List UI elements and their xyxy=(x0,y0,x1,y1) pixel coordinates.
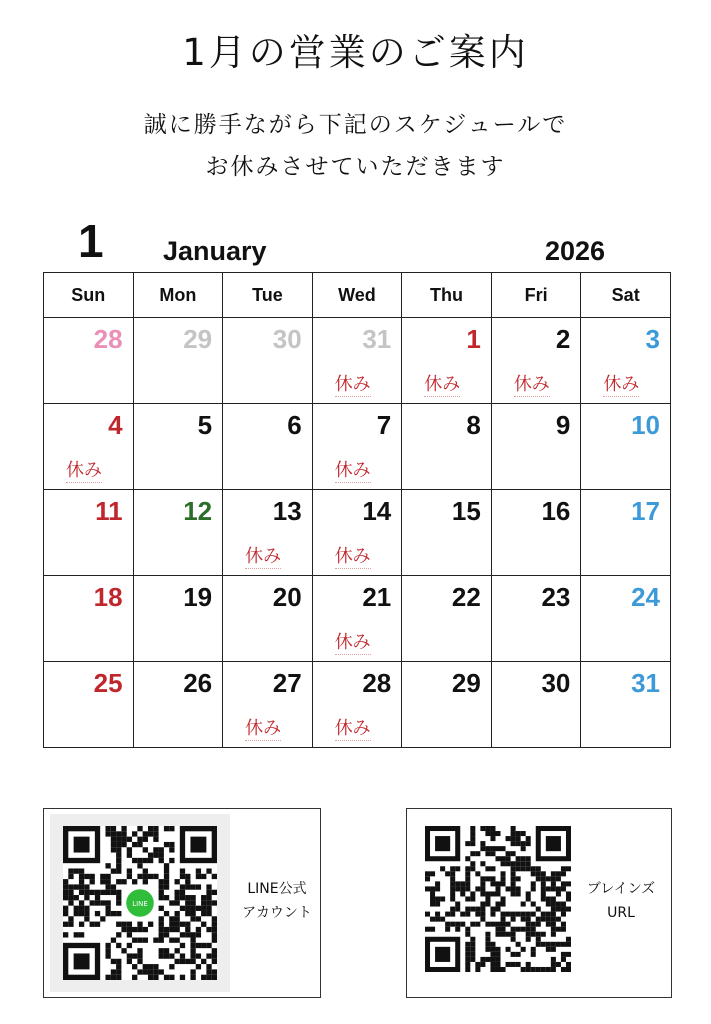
day-number: 10 xyxy=(631,410,660,440)
url-qr-label xyxy=(575,877,667,925)
calendar-week-row xyxy=(44,490,671,576)
calendar-day-cell xyxy=(133,404,223,490)
month-number: 1 xyxy=(78,215,104,267)
url-qr-label-line2: URL xyxy=(607,905,635,921)
closed-label: 休み xyxy=(66,456,102,483)
calendar-week-row xyxy=(44,404,671,490)
day-number: 13 xyxy=(272,496,302,526)
month-name: January xyxy=(163,236,267,266)
calendar-day-cell xyxy=(44,404,134,490)
line-qr-label-line1: LINE公式 xyxy=(247,881,307,897)
calendar-day-cell xyxy=(223,490,313,576)
day-number: 17 xyxy=(631,496,660,526)
calendar-day-cell xyxy=(402,404,492,490)
url-qr-card xyxy=(406,808,672,998)
calendar-day-cell xyxy=(581,662,671,748)
closed-label: 休み xyxy=(514,370,550,397)
weekday-sat: Sat xyxy=(581,273,671,318)
calendar-day-cell xyxy=(223,404,313,490)
weekday-mon: Mon xyxy=(133,273,223,318)
calendar-day-cell xyxy=(133,576,223,662)
calendar-day-cell xyxy=(402,662,492,748)
year: 2026 xyxy=(545,236,606,266)
calendar-week-row xyxy=(44,662,671,748)
weekday-thu: Thu xyxy=(402,273,492,318)
weekday-fri: Fri xyxy=(491,273,581,318)
calendar-grid xyxy=(43,272,671,748)
day-number: 31 xyxy=(362,324,392,354)
weekday-header-row xyxy=(44,273,671,318)
calendar-day-cell xyxy=(133,318,223,404)
line-qr-label xyxy=(234,877,320,925)
calendar-day-cell xyxy=(312,490,402,576)
calendar-day-cell xyxy=(491,318,581,404)
closed-label: 休み xyxy=(335,628,371,655)
day-number: 4 xyxy=(108,410,123,440)
calendar-week-row xyxy=(44,318,671,404)
url-qr-label-line1: ブレインズ xyxy=(586,881,656,897)
calendar-day-cell xyxy=(44,318,134,404)
calendar-week-row xyxy=(44,576,671,662)
day-number: 24 xyxy=(631,582,660,612)
calendar-day-cell xyxy=(491,662,581,748)
day-number: 20 xyxy=(272,582,302,612)
day-number: 30 xyxy=(541,668,571,698)
day-number: 22 xyxy=(451,582,481,612)
line-qr-label-line2: アカウント xyxy=(242,905,312,921)
weekday-tue: Tue xyxy=(223,273,313,318)
closed-label: 休み xyxy=(335,542,371,569)
day-number: 21 xyxy=(362,582,392,612)
calendar-day-cell xyxy=(44,662,134,748)
day-number: 28 xyxy=(93,324,123,354)
weekday-wed: Wed xyxy=(312,273,402,318)
day-number: 26 xyxy=(183,668,213,698)
calendar-day-cell xyxy=(402,576,492,662)
day-number: 27 xyxy=(272,668,302,698)
calendar-day-cell xyxy=(581,404,671,490)
line-logo-text: LINE xyxy=(132,900,148,909)
day-number: 2 xyxy=(555,324,571,354)
day-number: 25 xyxy=(93,668,123,698)
day-number: 30 xyxy=(272,324,302,354)
calendar-day-cell xyxy=(44,576,134,662)
weekday-sun: Sun xyxy=(44,273,134,318)
closed-label: 休み xyxy=(335,456,371,483)
closed-label: 休み xyxy=(603,370,639,397)
calendar-day-cell xyxy=(491,576,581,662)
day-number: 29 xyxy=(451,668,481,698)
calendar-day-cell xyxy=(581,576,671,662)
day-number: 6 xyxy=(287,410,302,440)
day-number: 11 xyxy=(95,496,123,526)
url-qr-code-icon[interactable] xyxy=(425,826,571,972)
page-title: 1月の営業のご案内 xyxy=(182,31,529,74)
day-number: 8 xyxy=(466,410,481,440)
line-qr-code-icon[interactable] xyxy=(63,826,217,980)
day-number: 7 xyxy=(376,410,392,440)
calendar-day-cell xyxy=(44,490,134,576)
calendar-day-cell xyxy=(491,490,581,576)
calendar-day-cell xyxy=(223,318,313,404)
calendar-day-cell xyxy=(402,318,492,404)
day-number: 29 xyxy=(183,324,213,354)
calendar-day-cell xyxy=(223,576,313,662)
day-number: 18 xyxy=(93,582,123,612)
day-number: 15 xyxy=(451,496,481,526)
subtitle-line-2: お休みさせていただきます xyxy=(205,154,506,180)
calendar-day-cell xyxy=(402,490,492,576)
calendar-day-cell xyxy=(133,490,223,576)
day-number: 14 xyxy=(362,496,392,526)
calendar-day-cell xyxy=(312,318,402,404)
calendar-day-cell xyxy=(312,404,402,490)
calendar-day-cell xyxy=(312,576,402,662)
day-number: 23 xyxy=(541,582,571,612)
closed-label: 休み xyxy=(245,542,281,569)
calendar-day-cell xyxy=(581,318,671,404)
calendar-day-cell xyxy=(223,662,313,748)
day-number: 3 xyxy=(645,324,660,354)
day-number: 28 xyxy=(362,668,392,698)
day-number: 16 xyxy=(541,496,571,526)
day-number: 12 xyxy=(183,496,213,526)
calendar-day-cell xyxy=(133,662,223,748)
closed-label: 休み xyxy=(424,370,460,397)
closed-label: 休み xyxy=(335,370,371,397)
day-number: 5 xyxy=(197,410,213,440)
day-number: 19 xyxy=(183,582,213,612)
calendar-day-cell xyxy=(312,662,402,748)
closed-label: 休み xyxy=(335,714,371,741)
subtitle-line-1: 誠に勝手ながら下記のスケジュールで xyxy=(143,112,568,138)
calendar-day-cell xyxy=(491,404,581,490)
closed-label: 休み xyxy=(245,714,281,741)
calendar-day-cell xyxy=(581,490,671,576)
day-number: 1 xyxy=(466,324,481,354)
day-number: 9 xyxy=(555,410,571,440)
day-number: 31 xyxy=(631,668,660,698)
line-qr-card xyxy=(43,808,321,998)
